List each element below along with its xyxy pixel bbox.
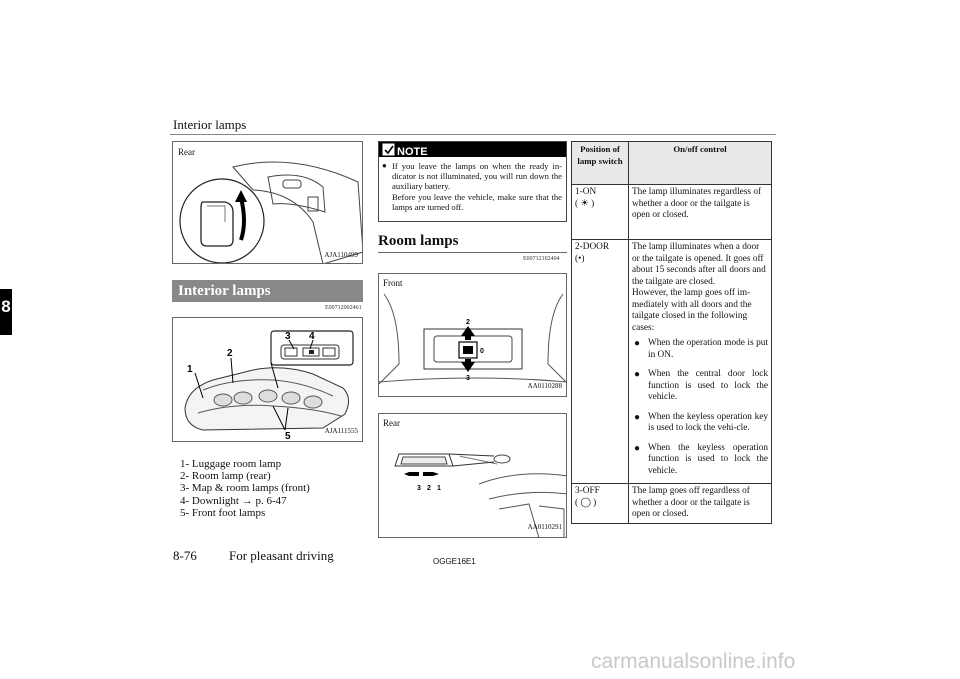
section-ref-code: E00712002461 [325,305,362,311]
position-name: 2-DOOR [575,242,610,252]
table-row [572,240,772,484]
overview-callout: 4 [309,331,315,342]
rear-position-label: 3 [417,485,421,492]
rear-position-label: 1 [437,485,441,492]
figure-label: Rear [178,147,195,157]
door-bullet-text: When the central door lock function is used to lock the vehicle. [648,369,768,402]
lamp-legend [180,458,310,519]
header-rule [170,134,776,135]
front-position-label: 3 [466,375,470,382]
note-box [378,141,567,222]
room-lamps-title: Room lamps [378,233,459,249]
figure-front-room-lamp [378,273,567,397]
table-row [572,185,772,240]
door-bullet-text: When the keyless operation key is used to lock the vehi-cle. [648,411,768,433]
front-position-label: 2 [466,319,470,326]
room-lamps-rule [378,252,567,253]
bullet-icon: ● [634,369,641,380]
figure-code: AA0110291 [527,523,562,531]
off-symbol-icon: ( ◯ ) [575,497,597,508]
door-bullet [632,439,768,482]
front-position-label: 0 [480,348,484,355]
note-heading: NOTE [397,146,428,158]
overview-callout: 5 [285,431,291,442]
room-lamps-ref-code: E00712102404 [523,256,560,262]
bullet-icon: ● [634,442,641,454]
figure-label: Front [383,278,403,288]
overview-callout: 2 [227,348,233,359]
table-header-control: On/off control [629,142,772,185]
figure-lamp-overview [172,317,363,442]
figure-label: Rear [383,418,400,428]
legend-item: 3- Map & room lamps (front) [180,482,310,495]
position-name: 1-ON [575,187,597,197]
note-text [392,161,562,212]
figure-code: AA0110288 [527,382,562,390]
position-name: 3-OFF [575,486,600,496]
rear-lamp-illustration [379,414,567,538]
overview-callout: 1 [187,364,193,375]
note-header [379,142,566,157]
table-cell-control [629,240,772,484]
door-text: The lamp illuminates when a door or the tailgate is opened. It goes off about 15 seconds after all doors and the tailgate are closed. [632,242,766,287]
table-header-position: Position of lamp switch [572,142,629,185]
table-cell-position [572,185,629,240]
note-bullet: ● [382,161,387,170]
table-row [572,484,772,524]
table-header-row [572,142,772,185]
figure-code: AJA110499 [324,251,358,259]
page-number: 8-76 [173,548,197,563]
section-title: Interior lamps [178,283,271,299]
bullet-icon: ● [634,411,641,423]
door-text-b: However, the lamp goes off im-mediately with all doors and the tailgate closed in the following cases: [632,288,752,333]
legend-item: 2- Room lamp (rear) [180,470,271,483]
table-cell-position [572,484,629,524]
overview-callout: 3 [285,331,291,342]
note-text-2: Before you leave the vehicle, make sure that the lamps are turned off. [392,191,562,212]
section-heading-bar [172,280,363,302]
legend-item: 1- Luggage room lamp [180,458,282,470]
door-bullet [632,408,768,439]
table-cell-control: The lamp goes off regardless of whether a door or the tailgate is open or closed. [629,484,772,524]
car-interior-illustration [173,318,363,442]
bullet-icon: ● [634,338,641,349]
figure-rear-handle [172,141,363,264]
watermark: carmanualsonline.info [591,650,796,673]
door-bullet [632,334,768,365]
door-bullet-text: When the keyless operation function is used to lock the vehicle. [648,442,768,476]
legend-item: 4- Downlight → p. 6-47 [180,494,287,507]
footer-chapter-title: For pleasant driving [229,548,334,563]
figure-rear-room-lamp [378,413,567,538]
door-bullet-text: When the operation mode is put in ON. [648,338,768,360]
rear-position-label: 2 [427,485,431,492]
note-icon [382,143,396,156]
rear-handle-illustration [173,142,363,264]
door-bullet [632,365,768,408]
legend-item: 5- Front foot lamps [180,506,266,519]
table-cell-control: The lamp illuminates regardless of whether a door or the tailgate is open or closed. [629,185,772,240]
running-header: Interior lamps [173,117,247,132]
door-symbol-icon: (•) [575,253,585,264]
chapter-number: 8 [1,297,11,316]
on-symbol-icon: ( ☀ ) [575,198,595,209]
note-text-1: If you leave the lamps on when the ready in-dicator is not illuminated, you will run down the auxiliary battery. [392,161,562,192]
lamp-switch-table [571,141,772,524]
figure-code: AJA111555 [324,427,358,435]
document-code: OGGE16E1 [433,557,476,566]
table-cell-position [572,240,629,484]
front-lamp-illustration [379,274,567,397]
